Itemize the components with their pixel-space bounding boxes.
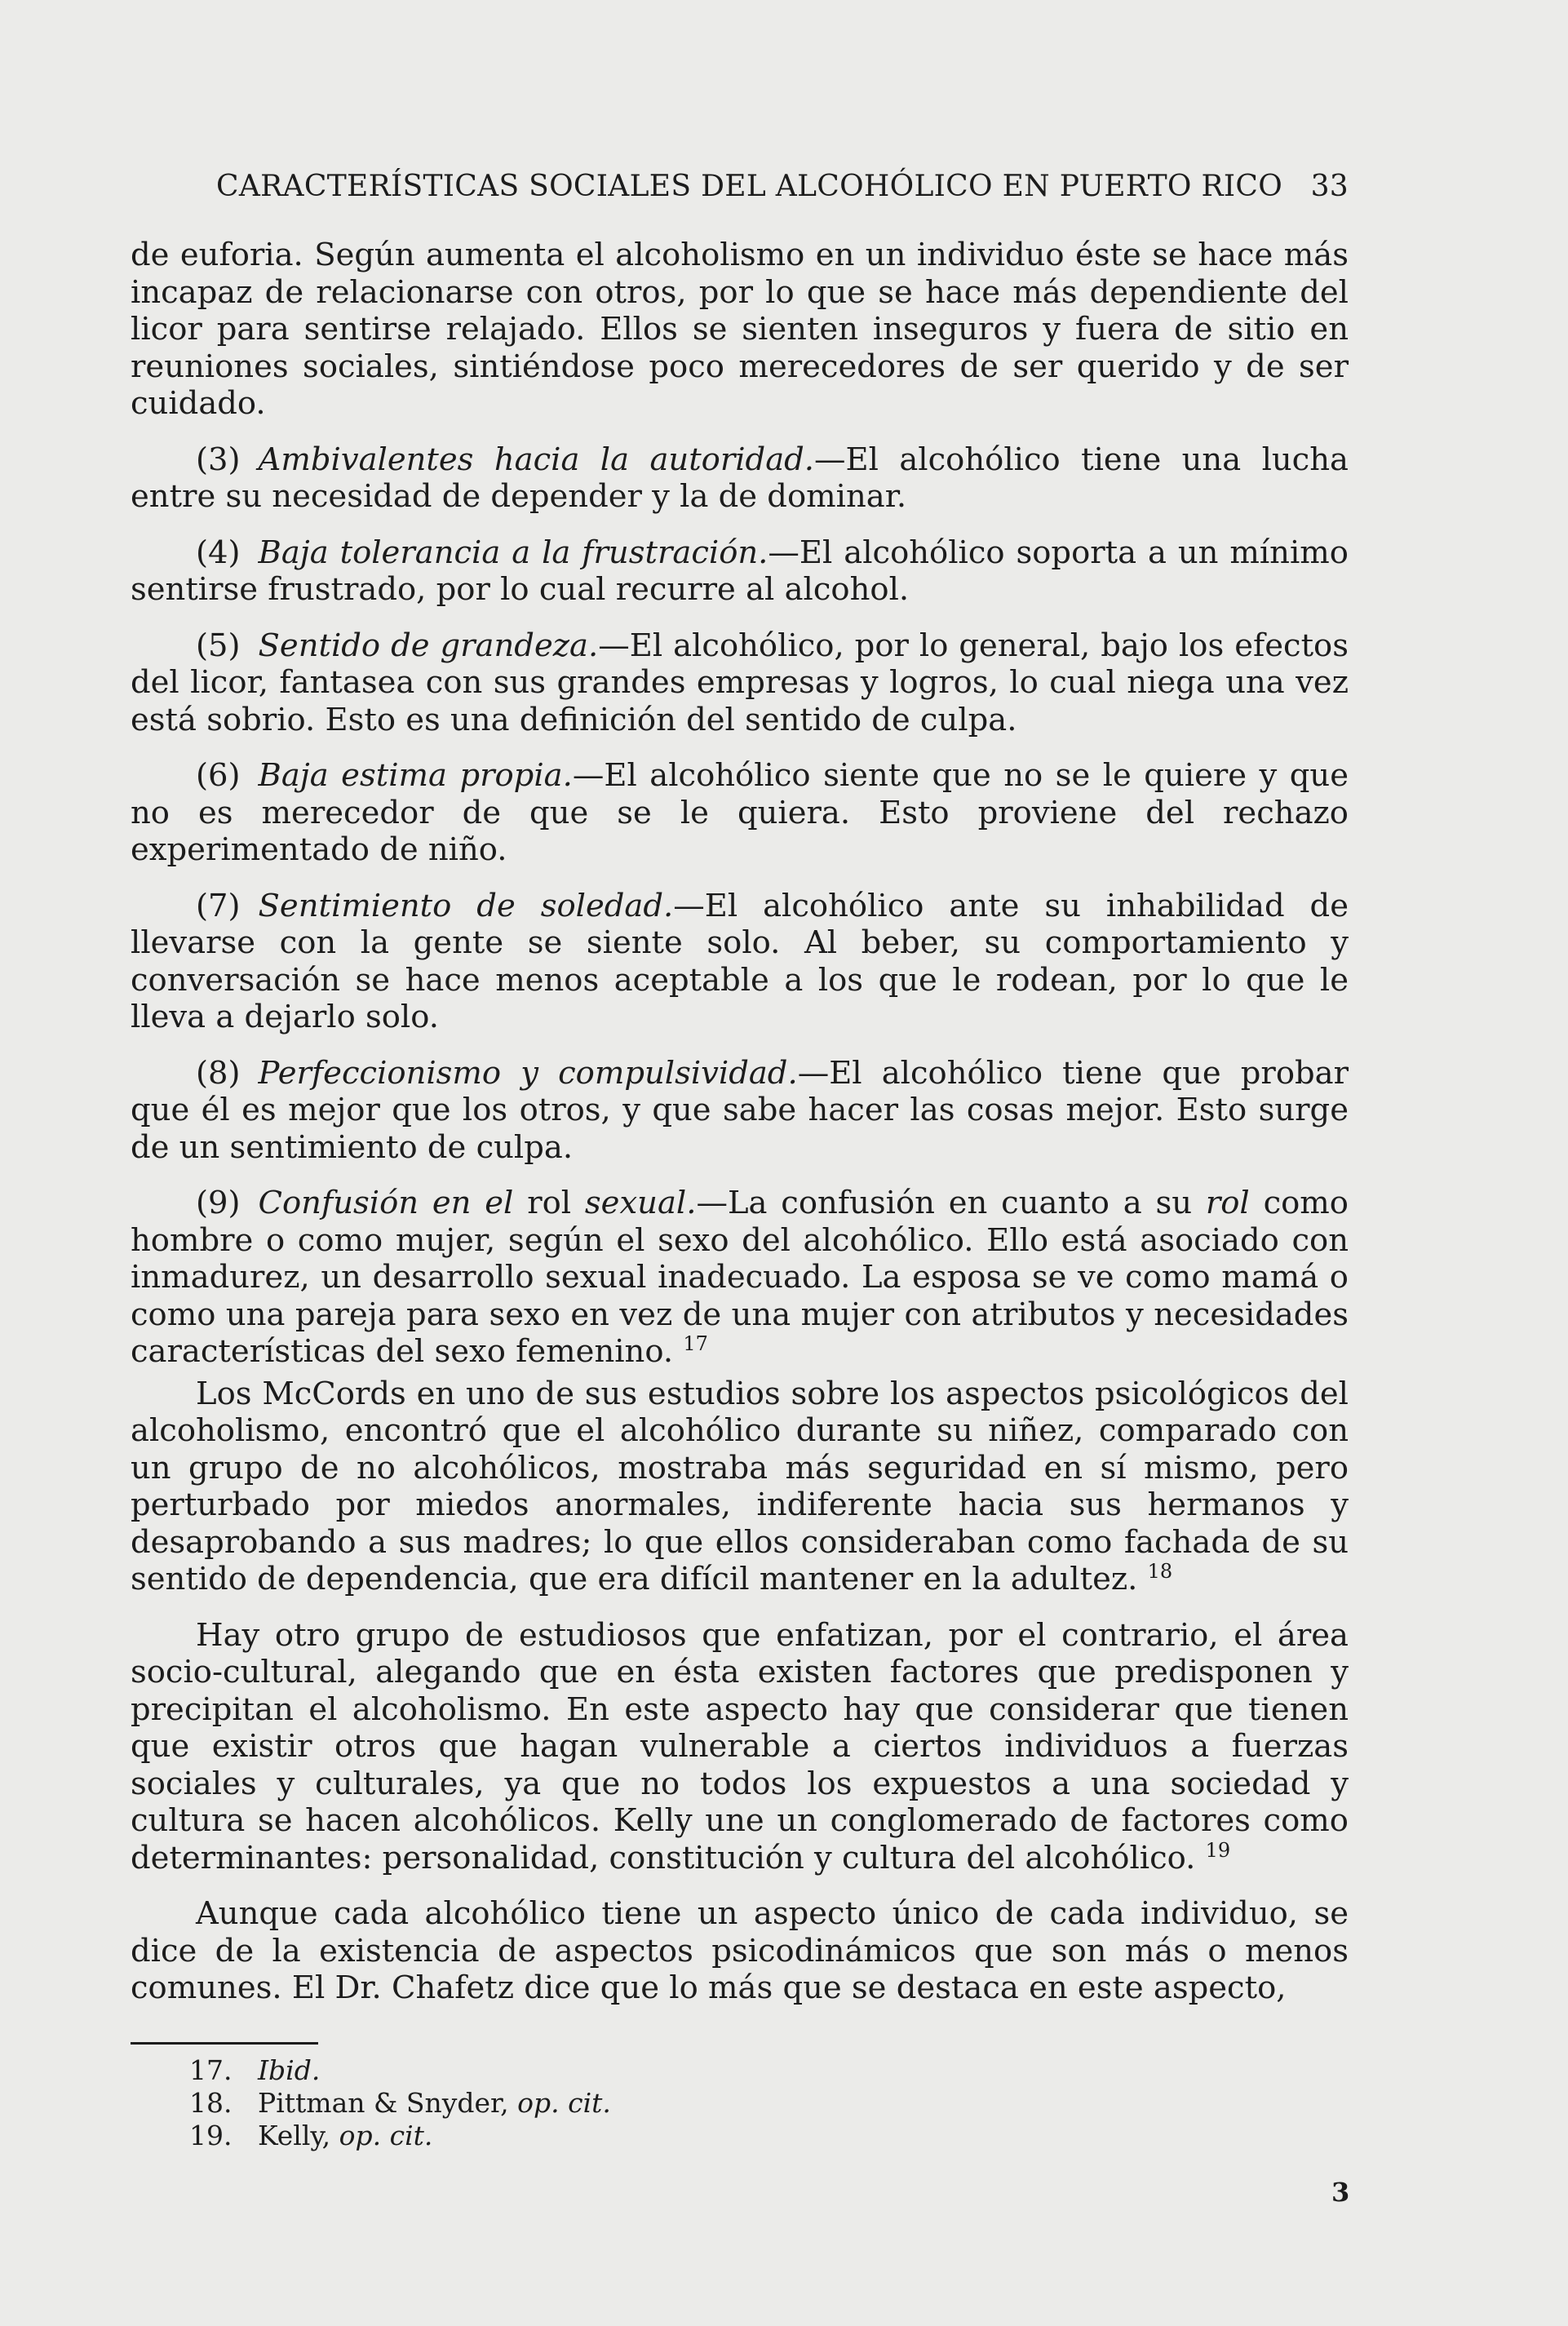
body-text (131, 237, 1349, 2026)
item-number: (3) (196, 441, 241, 478)
paragraph: Los McCords en uno de sus estudios sobre los aspectos psicológicos del alcoholismo, encontró que el alcohólico durante su niñez, comparado con un grupo de no alcohólicos, mostraba más seguridad en sí mismo, pero perturbado por miedos anormales, indiferente hacia sus hermanos y desaprobando a sus madres; lo que ellos consideraban como fachada de su sentido de dependencia, que era difícil mantener en la adultez. $^{18}$ (131, 1375, 1349, 1597)
item-title: Sentimiento de soledad. (258, 887, 674, 924)
footnotes (189, 2054, 924, 2152)
list-item: (8) Perfeccionismo y compulsividad.—El alcohólico tiene que probar que él es mejor que los otros, y que sabe hacer las cosas mejor. Esto surge de un sentimiento de culpa. (131, 1054, 1349, 1166)
list-item: (4) Baja tolerancia a la frustración.—El alcohólico soporta a un mínimo sentirse frustrado, por lo cual recurre al alcohol. (131, 534, 1349, 608)
item-title: Baja estima propia. (258, 757, 573, 794)
header-page-number: 33 (1310, 170, 1349, 203)
item-title: Ambivalentes hacia la autoridad. (258, 441, 815, 478)
item-title: Baja tolerancia a la frustración. (258, 534, 768, 571)
item-number: (9) (196, 1185, 241, 1221)
list-item: (9) Confusión en el rol sexual.—La confusión en cuanto a su rol como hombre o como mujer, según el sexo del alcohólico. Ello está asociado con inmadurez, un desarrollo sexual inadecuado. La esposa se ve como mamá o como una pareja para sexo en vez de una mujer con atributos y necesidades características del sexo femenino. $^{17}$ (131, 1185, 1349, 1370)
item-title: Confusión en el (258, 1185, 514, 1221)
paragraph: Aunque cada alcohólico tiene un aspecto único de cada individuo, se dice de la existencia de aspectos psicodinámicos que son más o menos comunes. El Dr. Chafetz dice que lo más que se destaca en este aspecto, (131, 1895, 1349, 2006)
footnote-ref[interactable]: 19 (1205, 1838, 1231, 1862)
item-number: (7) (196, 887, 241, 924)
running-title: CARACTERÍSTICAS SOCIALES DEL ALCOHÓLICO EN PUERTO RICO (216, 170, 1283, 203)
list-item: (5) Sentido de grandeza.—El alcohólico, por lo general, bajo los efectos del licor, fantasea con sus grandes empresas y logros, lo cual niega una vez está sobrio. Esto es una definición del sentido de culpa. (131, 627, 1349, 738)
item-number: (5) (196, 627, 241, 664)
list-item: (7) Sentimiento de soledad.—El alcohólico ante su inhabilidad de llevarse con la gente se siente solo. Al beber, su comportamiento y conversación se hace menos aceptable a los que le rodean, por lo que le lleva a dejarlo solo. (131, 887, 1349, 1035)
footnote-ref[interactable]: 17 (683, 1332, 708, 1355)
footnote-number: 18. (189, 2087, 233, 2119)
paragraph: de euforia. Según aumenta el alcoholismo en un individuo éste se hace más incapaz de relacionarse con otros, por lo que se hace más dependiente del licor para sentirse relajado. Ellos se sienten inseguros y fuera de sitio en reuniones sociales, sintiéndose poco merecedores de ser querido y de ser cuidado. (131, 237, 1349, 422)
item-title: Perfeccionismo y compulsividad. (258, 1054, 798, 1092)
list-item: (6) Baja estima propia.—El alcohólico siente que no se le quiere y que no es merecedor de que se le quiera. Esto proviene del rechazo experimentado de niño. (131, 757, 1349, 868)
running-header (216, 170, 1349, 203)
page-number: 3 (1331, 2177, 1350, 2208)
list-item: (3) Ambivalentes hacia la autoridad.—El alcohólico tiene una lucha entre su necesidad de depender y la de dominar. (131, 441, 1349, 515)
item-number: (4) (196, 534, 241, 571)
item-title: Sentido de grandeza. (258, 627, 599, 664)
footnote-ref[interactable]: 18 (1147, 1560, 1173, 1583)
footnote: 19. Kelly, op. cit. (189, 2120, 433, 2151)
item-number: (8) (196, 1054, 241, 1092)
footnote-divider (131, 2042, 318, 2045)
paragraph: Hay otro grupo de estudiosos que enfatizan, por el contrario, el área socio-cultural, alegando que en ésta existen factores que predisponen y precipitan el alcoholismo. En este aspecto hay que considerar que tienen que existir otros que hagan vulnerable a ciertos individuos a fuerzas sociales y culturales, ya que no todos los expuestos a una sociedad y cultura se hacen alcohólicos. Kelly une un conglomerado de factores como determinantes: personalidad, constitución y cultura del alcohólico. $^{19}$ (131, 1616, 1349, 1876)
footnote: 18. Pittman & Snyder, op. cit. (189, 2087, 611, 2119)
footnote-number: 17. (189, 2054, 233, 2086)
footnote: 17. Ibid. (189, 2054, 321, 2086)
item-number: (6) (196, 757, 241, 794)
footnote-number: 19. (189, 2120, 233, 2151)
